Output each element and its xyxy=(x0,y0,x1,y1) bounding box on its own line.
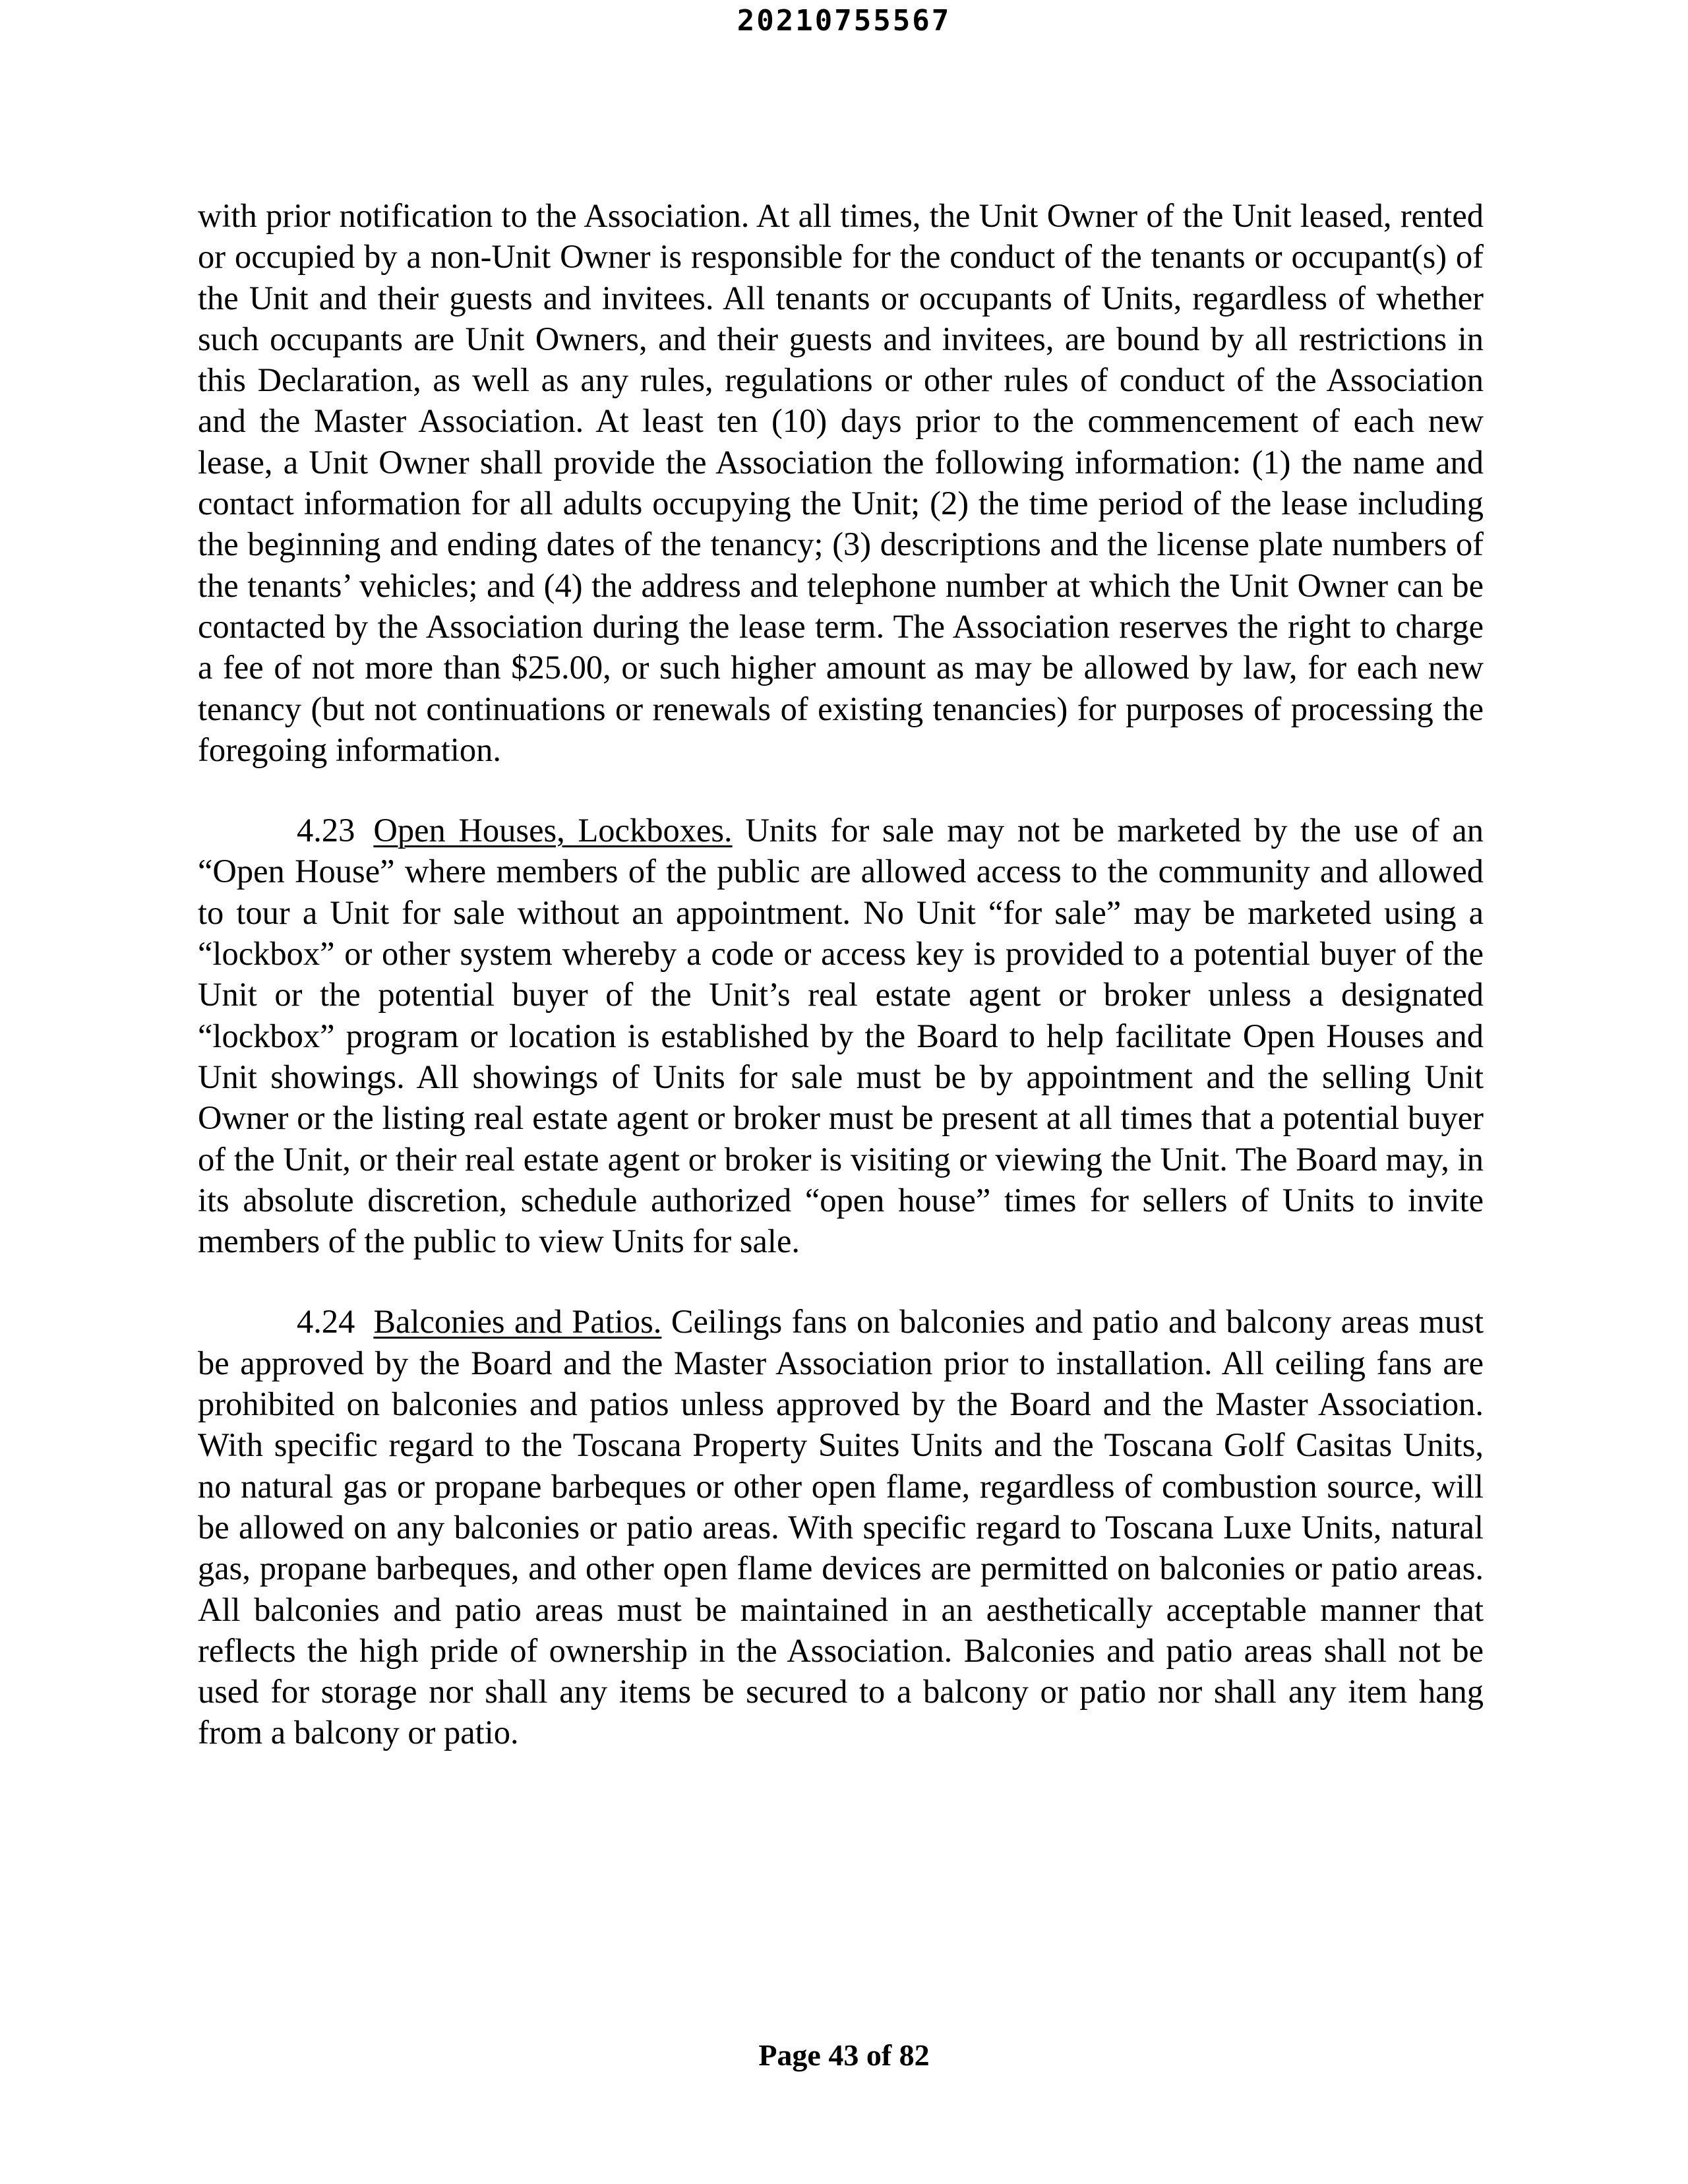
document-number: 20210755567 xyxy=(737,4,951,38)
section-title: Balconies and Patios. xyxy=(373,1303,662,1341)
page-number: Page 43 of 82 xyxy=(758,2038,930,2072)
section-number: 4.23 xyxy=(297,812,355,849)
section-text: Units for sale may not be marketed by the use of an “Open House” where members of the public are allowed access to the community and allowed to tour a Unit for sale without an appointment. No Unit “for sale” may be marketed using a “lockbox” or other system whereby a code or access key is provided to a potential buyer of the Unit or the potential buyer of the Unit’s real estate agent or broker unless a designated “lockbox” program or location is established by the Board to help facilitate Open Houses and Unit showings. All showings of Units for sale must be by appointment and the selling Unit Owner or the listing real estate agent or broker must be present at all times that a potential buyer of the Unit, or their real estate agent or broker is visiting or viewing the Unit. The Board may, in its absolute discretion, schedule authorized “open house” times for sellers of Units to invite members of the public to view Units for sale. xyxy=(198,812,1484,1260)
section-4-24 xyxy=(198,1301,1484,1753)
continuation-paragraph: with prior notification to the Association. At all times, the Unit Owner of the Unit leased, rented or occupied by a non-Unit Owner is responsible for the conduct of the tenants or occupant(s) of the Unit and their guests and invitees. All tenants or occupants of Units, regardless of whether such occupants are Unit Owners, and their guests and invitees, are bound by all restrictions in this Declaration, as well as any rules, regulations or other rules of conduct of the Association and the Master Association. At least ten (10) days prior to the commencement of each new lease, a Unit Owner shall provide the Association the following information: (1) the name and contact information for all adults occupying the Unit; (2) the time period of the lease including the beginning and ending dates of the tenancy; (3) descriptions and the license plate numbers of the tenants’ vehicles; and (4) the address and telephone number at which the Unit Owner can be contacted by the Association during the lease term. The Association reserves the right to charge a fee of not more than $25.00, or such higher amount as may be allowed by law, for each new tenancy (but not continuations or renewals of existing tenancies) for purposes of processing the foregoing information. xyxy=(198,197,1484,768)
section-text: Ceilings fans on balconies and patio and balcony areas must be approved by the Board and the Master Association prior to installation. All ceiling fans are prohibited on balconies and patios unless approved by the Board and the Master Association. With specific regard to the Toscana Property Suites Units and the Toscana Golf Casitas Units, no natural gas or propane barbeques or other open flame, regardless of combustion source, will be allowed on any balconies or patio areas. With specific regard to Toscana Luxe Units, natural gas, propane barbeques, and other open flame devices are permitted on balconies or patio areas. All balconies and patio areas must be maintained in an aesthetically acceptable manner that reflects the high pride of ownership in the Association. Balconies and patio areas shall not be used for storage nor shall any items be secured to a balcony or patio nor shall any item hang from a balcony or patio. xyxy=(198,1303,1484,1751)
section-4-23 xyxy=(198,810,1484,1261)
section-number: 4.24 xyxy=(297,1303,355,1341)
section-title: Open Houses, Lockboxes. xyxy=(373,812,733,849)
document-body xyxy=(198,195,1484,1753)
